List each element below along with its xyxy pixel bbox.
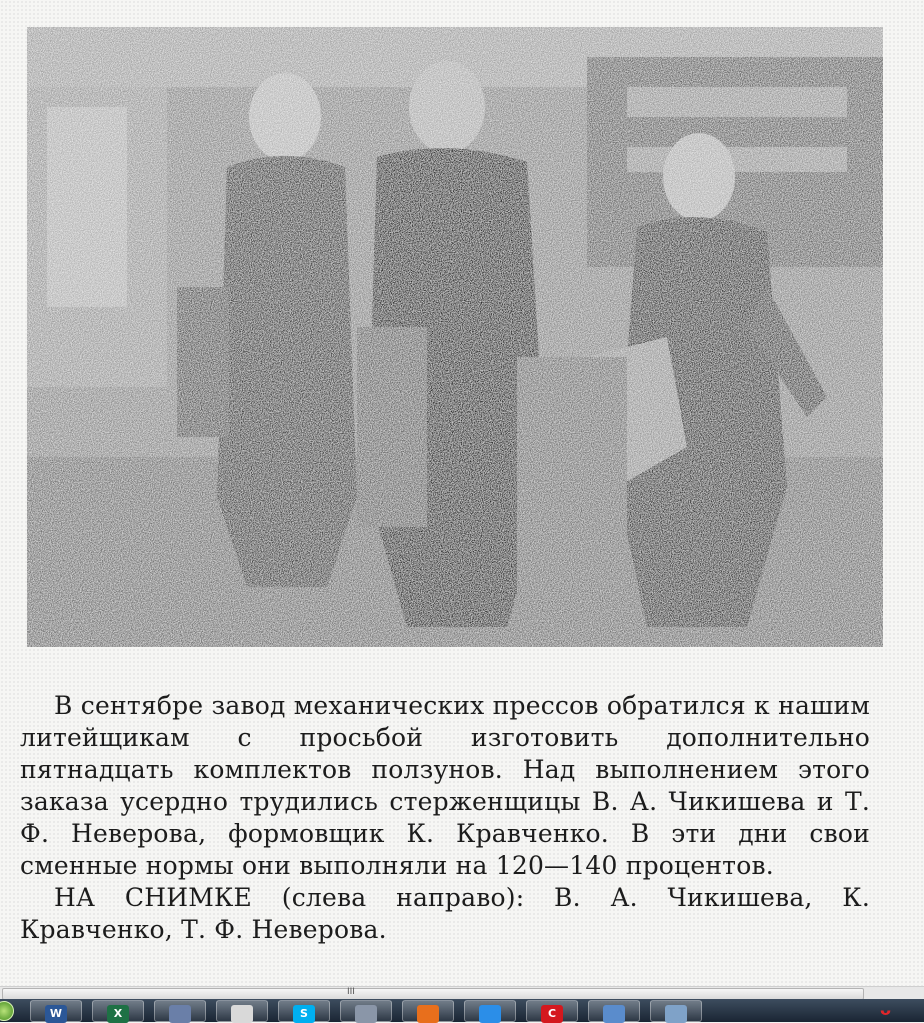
taskbar-button[interactable] [278,1000,330,1022]
taskbar [0,999,924,1022]
paint-icon [169,1005,191,1023]
newspaper-photo [27,27,883,647]
feather-icon [479,1005,501,1023]
taskbar-button[interactable] [92,1000,144,1022]
taskbar-button[interactable] [464,1000,516,1022]
taskbar-button[interactable] [650,1000,702,1022]
picture-viewer-icon [665,1005,687,1023]
taskbar-button[interactable] [526,1000,578,1022]
taskbar-button[interactable] [216,1000,268,1022]
excel-icon: X [107,1005,129,1023]
word-icon: W [45,1005,67,1023]
document-icon [231,1005,253,1023]
scrollbar-grip-icon: III [347,987,355,997]
skype-icon: S [293,1005,315,1023]
taskbar-button[interactable] [402,1000,454,1022]
article-text [20,690,870,946]
printer-icon [355,1005,377,1023]
horizontal-scrollbar[interactable] [0,986,924,1000]
start-button[interactable] [0,1001,14,1021]
photo-illustration [27,27,883,647]
article-paragraph-1: В сентябре завод механических прессов обратился к нашим литейщикам с просьбой изготовить дополнительно пятнадцать комплектов ползунов. Над выполнением этого заказа усердно трудились стерженщицы В. А. Чикишева и Т. Ф. Неверова, формовщик К. Кравченко. В эти дни свои сменные нормы они выполняли на 120—140 процентов. [20,691,870,880]
taskbar-button[interactable] [154,1000,206,1022]
article-caption: НА СНИМКЕ (слева направо): В. А. Чикишева, К. Кравченко, Т. Ф. Неверова. [20,883,870,944]
tray-icon[interactable]: ᴗ [880,1000,891,1019]
media-icon: C [541,1005,563,1023]
taskbar-button[interactable] [30,1000,82,1022]
taskbar-button[interactable] [340,1000,392,1022]
control-panel-icon [603,1005,625,1023]
taskbar-button[interactable] [588,1000,640,1022]
office-icon [417,1005,439,1023]
